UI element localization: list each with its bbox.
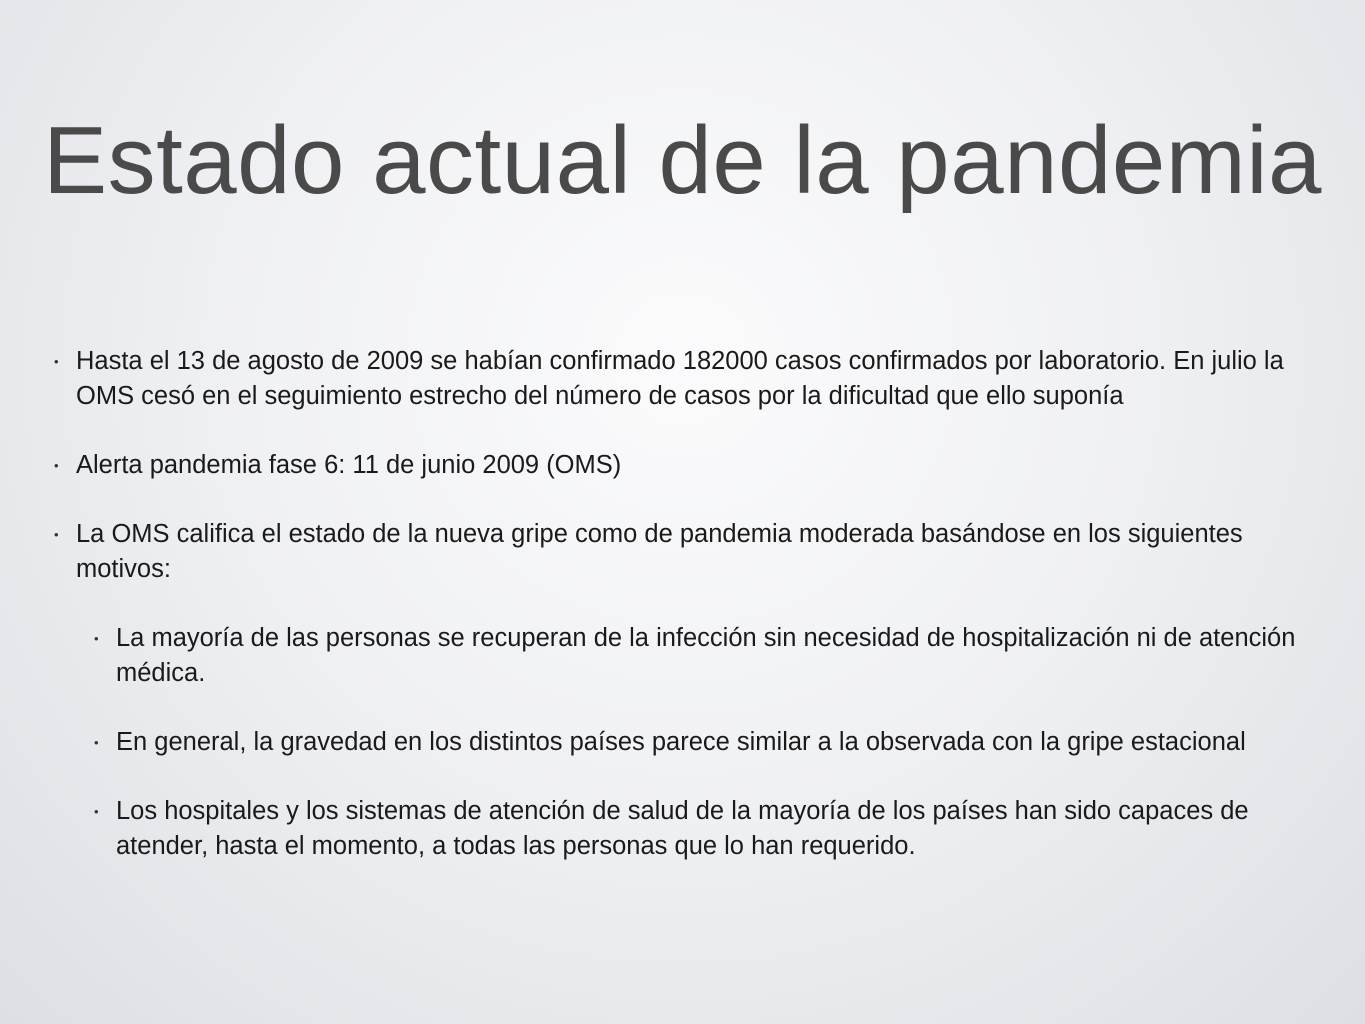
bullet-item: [54, 344, 1326, 414]
sub-bullet-item: [94, 621, 1326, 691]
bullet-text: La mayoría de las personas se recuperan de la infección sin necesidad de hospitalización ni de atención médica.: [116, 624, 1296, 687]
sub-bullet-item: [94, 794, 1326, 864]
bullet-text: Alerta pandemia fase 6: 11 de junio 2009 (OMS): [76, 451, 622, 479]
slide-title: Estado actual de la pandemia: [43, 107, 1322, 214]
bullet-icon: •: [94, 804, 99, 819]
bullet-item: [54, 517, 1326, 587]
bullet-text: La OMS califica el estado de la nueva gripe como de pandemia moderada basándose en los siguientes motivos:: [76, 520, 1243, 583]
bullet-icon: •: [94, 631, 99, 646]
bullet-item: [54, 448, 1326, 483]
bullet-icon: •: [54, 354, 59, 369]
bullet-text: En general, la gravedad en los distintos países parece similar a la observada con la gripe estacional: [116, 728, 1246, 756]
bullet-icon: •: [94, 735, 99, 750]
sub-bullet-item: [94, 725, 1326, 760]
bullet-icon: •: [54, 458, 59, 473]
bullet-icon: •: [54, 527, 59, 542]
bullet-text: Los hospitales y los sistemas de atención de salud de la mayoría de los países han sido capaces de atender, hasta el momento, a todas las personas que lo han requerido.: [116, 797, 1249, 860]
bullet-list: [54, 344, 1326, 898]
bullet-text: Hasta el 13 de agosto de 2009 se habían confirmado 182000 casos confirmados por laboratorio. En julio la OMS cesó en el seguimiento estrecho del número de casos por la dificultad que ello suponía: [76, 347, 1284, 410]
